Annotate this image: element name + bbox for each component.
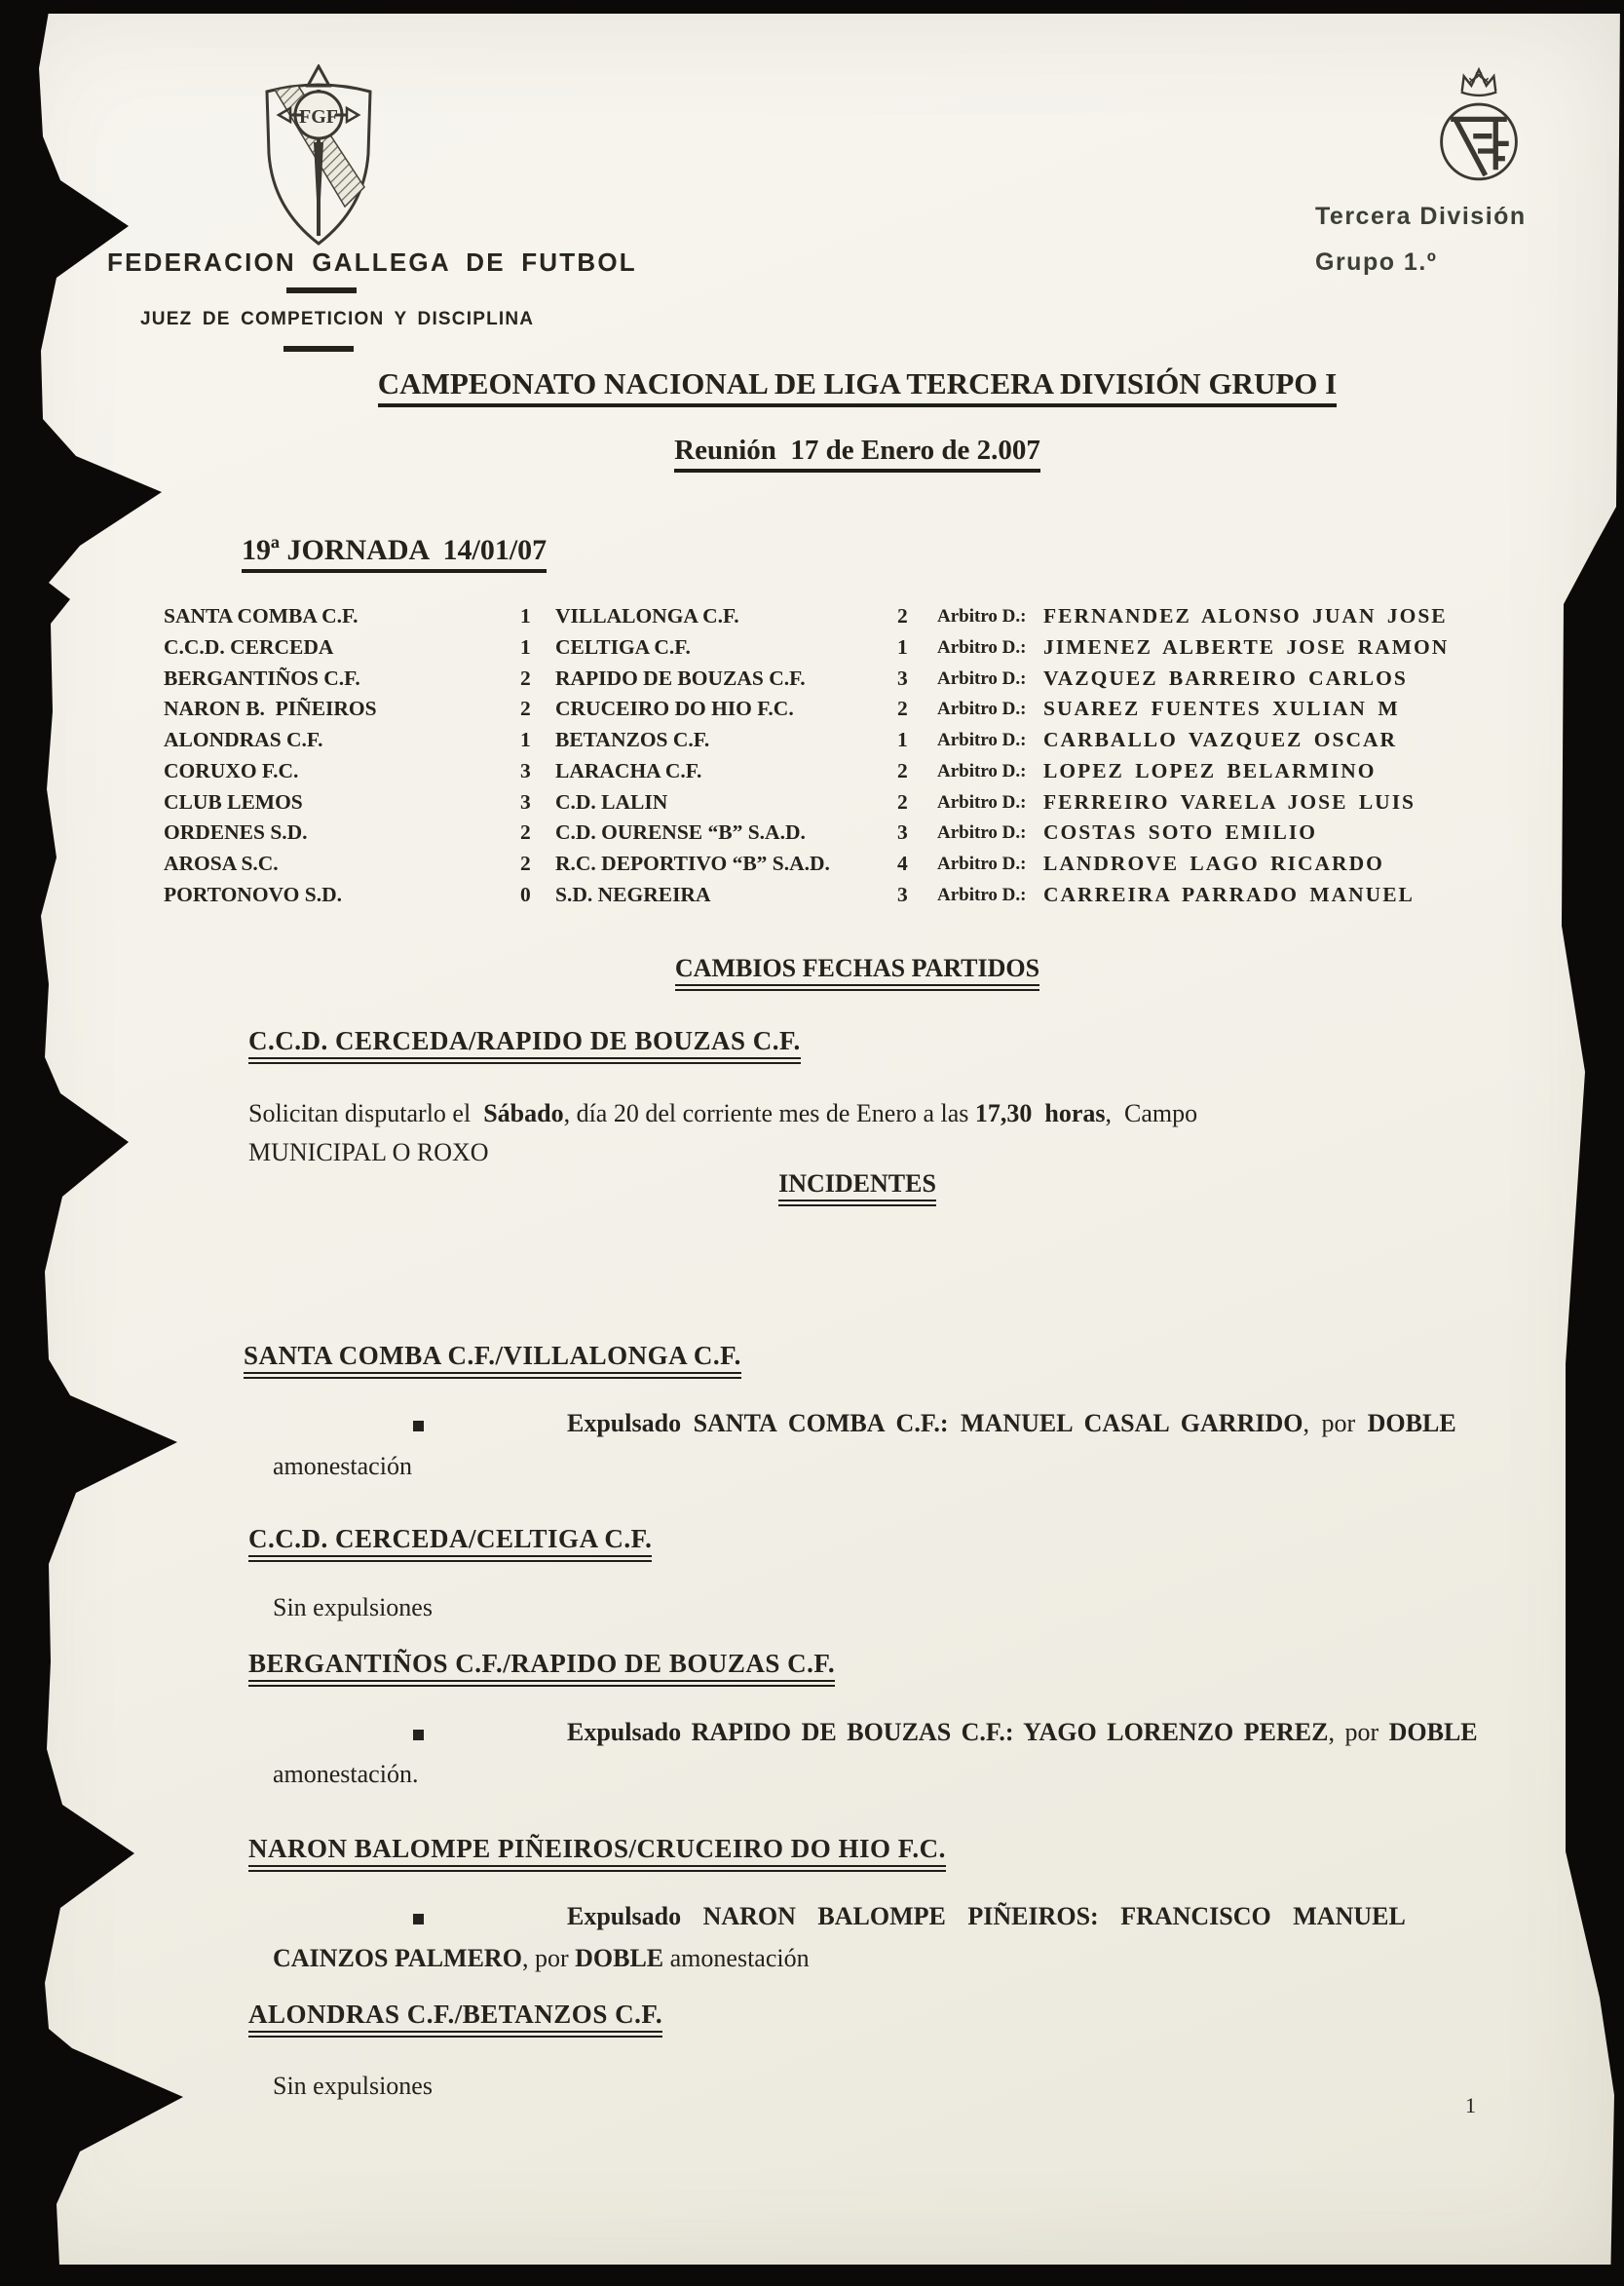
scan-border-right [1556, 0, 1624, 2286]
bold-hora: 17,30 horas [974, 1099, 1106, 1127]
home-score: 0 [520, 883, 531, 906]
incident-header: NARON BALOMPE PIÑEIROS/CRUCEIRO DO HIO F.C. [248, 1834, 946, 1872]
match-result-row [164, 759, 1586, 789]
cambios-title: CAMBIOS FECHAS PARTIDOS [675, 954, 1039, 991]
away-score: 3 [897, 820, 908, 844]
cambios-text-line2: MUNICIPAL O ROXO [248, 1138, 489, 1166]
away-team: BETANZOS C.F. [555, 728, 710, 751]
referee-name: SUAREZ FUENTES XULIAN M [1043, 697, 1400, 720]
away-team: LARACHA C.F. [555, 759, 702, 782]
away-score: 2 [897, 604, 908, 628]
home-score: 1 [520, 604, 531, 628]
away-team: CRUCEIRO DO HIO F.C. [555, 697, 794, 720]
match-result-row [164, 604, 1586, 634]
org-name: FEDERACION GALLEGA DE FUTBOL [107, 248, 637, 277]
home-score: 2 [520, 667, 531, 690]
matchday-title-row [242, 534, 547, 573]
incident-expulsion-line: Expulsado SANTA COMBA C.F.: MANUEL CASAL GARRIDO, por DOBLE [567, 1409, 1456, 1437]
incident-header: SANTA COMBA C.F./VILLALONGA C.F. [244, 1341, 741, 1379]
divider-dash [283, 346, 354, 352]
referee-name: LANDROVE LAGO RICARDO [1043, 852, 1384, 875]
referee-name: FERNANDEZ ALONSO JUAN JOSE [1043, 604, 1448, 628]
referee-label: Arbitro D.: [937, 761, 1027, 781]
cambios-title-row [166, 954, 1549, 991]
away-team: C.D. OURENSE “B” S.A.D. [555, 820, 806, 844]
home-score: 1 [520, 635, 531, 659]
fgf-shield-logo [245, 64, 392, 249]
home-team: ALONDRAS C.F. [164, 728, 323, 751]
match-result-row [164, 852, 1586, 882]
away-score: 2 [897, 697, 908, 720]
referee-name: CARBALLO VAZQUEZ OSCAR [1043, 728, 1398, 751]
home-team: PORTONOVO S.D. [164, 883, 342, 906]
incidentes-title: INCIDENTES [778, 1169, 936, 1206]
referee-name: FERREIRO VARELA JOSE LUIS [1043, 790, 1416, 814]
divider-dash [286, 287, 357, 293]
away-score: 2 [897, 759, 908, 782]
home-score: 2 [520, 852, 531, 875]
away-team: RAPIDO DE BOUZAS C.F. [555, 667, 806, 690]
home-score: 3 [520, 759, 531, 782]
incident-expulsion-line: Expulsado RAPIDO DE BOUZAS C.F.: YAGO LORENZO PEREZ, por DOBLE [567, 1718, 1478, 1746]
division-label: Tercera División [1315, 203, 1527, 230]
away-score: 1 [897, 635, 908, 659]
referee-name: COSTAS SOTO EMILIO [1043, 820, 1317, 844]
incidentes-title-row [166, 1169, 1549, 1206]
referee-label: Arbitro D.: [937, 792, 1027, 813]
incident-note: Sin expulsiones [273, 2072, 433, 2100]
home-score: 2 [520, 820, 531, 844]
referee-label: Arbitro D.: [937, 606, 1027, 627]
home-team: NARON B. PIÑEIROS [164, 697, 377, 720]
incident-header: C.C.D. CERCEDA/CELTIGA C.F. [248, 1524, 652, 1562]
incident-expulsion-line: Expulsado NARON BALOMPE PIÑEIROS: FRANCISCO MANUEL [567, 1902, 1406, 1930]
away-team: S.D. NEGREIRA [555, 883, 711, 906]
torn-edge-left [0, 0, 195, 2286]
away-team: CELTIGA C.F. [555, 635, 691, 659]
page-number: 1 [1465, 2093, 1476, 2117]
match-result-row [164, 728, 1586, 758]
match-result-row [164, 697, 1586, 727]
bullet-icon [413, 1914, 424, 1924]
scan-border-bottom [0, 2265, 1624, 2286]
referee-label: Arbitro D.: [937, 822, 1027, 843]
incident-line2: CAINZOS PALMERO, por DOBLE amonestación [273, 1944, 810, 1972]
incident-line2: amonestación. [273, 1760, 419, 1788]
rfef-crest-logo [1432, 60, 1526, 197]
cambios-match-header: C.C.D. CERCEDA/RAPIDO DE BOUZAS C.F. [248, 1026, 801, 1064]
referee-label: Arbitro D.: [937, 885, 1027, 905]
match-result-row [164, 790, 1586, 820]
referee-name: LOPEZ LOPEZ BELARMINO [1043, 759, 1377, 782]
meeting-title: Reunión 17 de Enero de 2.007 [674, 435, 1040, 473]
org-subtitle: JUEZ DE COMPETICION Y DISCIPLINA [140, 309, 535, 329]
bullet-icon [413, 1730, 424, 1740]
match-result-row [164, 883, 1586, 913]
home-score: 3 [520, 790, 531, 814]
svg-text:FGF: FGF [299, 106, 338, 128]
home-team: CLUB LEMOS [164, 790, 303, 814]
cambios-text-line1: Solicitan disputarlo el Sábado, día 20 del corriente mes de Enero a las 17,30 horas, Campo [248, 1099, 1198, 1127]
away-team: VILLALONGA C.F. [555, 604, 739, 628]
referee-name: JIMENEZ ALBERTE JOSE RAMON [1043, 635, 1450, 659]
match-result-row [164, 635, 1586, 666]
bold-sabado: Sábado [483, 1099, 564, 1127]
home-team: SANTA COMBA C.F. [164, 604, 359, 628]
away-score: 1 [897, 728, 908, 751]
away-score: 3 [897, 883, 908, 906]
home-team: BERGANTIÑOS C.F. [164, 667, 360, 690]
away-team: C.D. LALIN [555, 790, 668, 814]
referee-label: Arbitro D.: [937, 668, 1027, 689]
main-title: CAMPEONATO NACIONAL DE LIGA TERCERA DIVISIÓN GRUPO I [378, 366, 1337, 407]
home-score: 1 [520, 728, 531, 751]
away-score: 4 [897, 852, 908, 875]
incident-header: ALONDRAS C.F./BETANZOS C.F. [248, 2000, 662, 2038]
home-team: C.C.D. CERCEDA [164, 635, 334, 659]
incident-header: BERGANTIÑOS C.F./RAPIDO DE BOUZAS C.F. [248, 1649, 835, 1687]
referee-label: Arbitro D.: [937, 637, 1027, 658]
home-score: 2 [520, 697, 531, 720]
incident-note: Sin expulsiones [273, 1593, 433, 1621]
home-team: ORDENES S.D. [164, 820, 308, 844]
home-team: AROSA S.C. [164, 852, 279, 875]
match-result-row [164, 820, 1586, 851]
referee-label: Arbitro D.: [937, 854, 1027, 874]
away-score: 3 [897, 667, 908, 690]
away-team: R.C. DEPORTIVO “B” S.A.D. [555, 852, 830, 875]
matchday-title: 19ª JORNADA 14/01/07 [242, 534, 547, 573]
scan-border-top [0, 0, 1624, 14]
meeting-title-row [166, 435, 1549, 473]
referee-label: Arbitro D.: [937, 699, 1027, 719]
group-label: Grupo 1.º [1315, 248, 1438, 276]
bullet-icon [413, 1421, 424, 1431]
match-result-row [164, 667, 1586, 697]
referee-label: Arbitro D.: [937, 730, 1027, 750]
away-score: 2 [897, 790, 908, 814]
referee-name: VAZQUEZ BARREIRO CARLOS [1043, 667, 1408, 690]
main-title-row [166, 366, 1549, 407]
home-team: CORUXO F.C. [164, 759, 299, 782]
referee-name: CARREIRA PARRADO MANUEL [1043, 883, 1415, 906]
incident-line2: amonestación [273, 1452, 412, 1480]
